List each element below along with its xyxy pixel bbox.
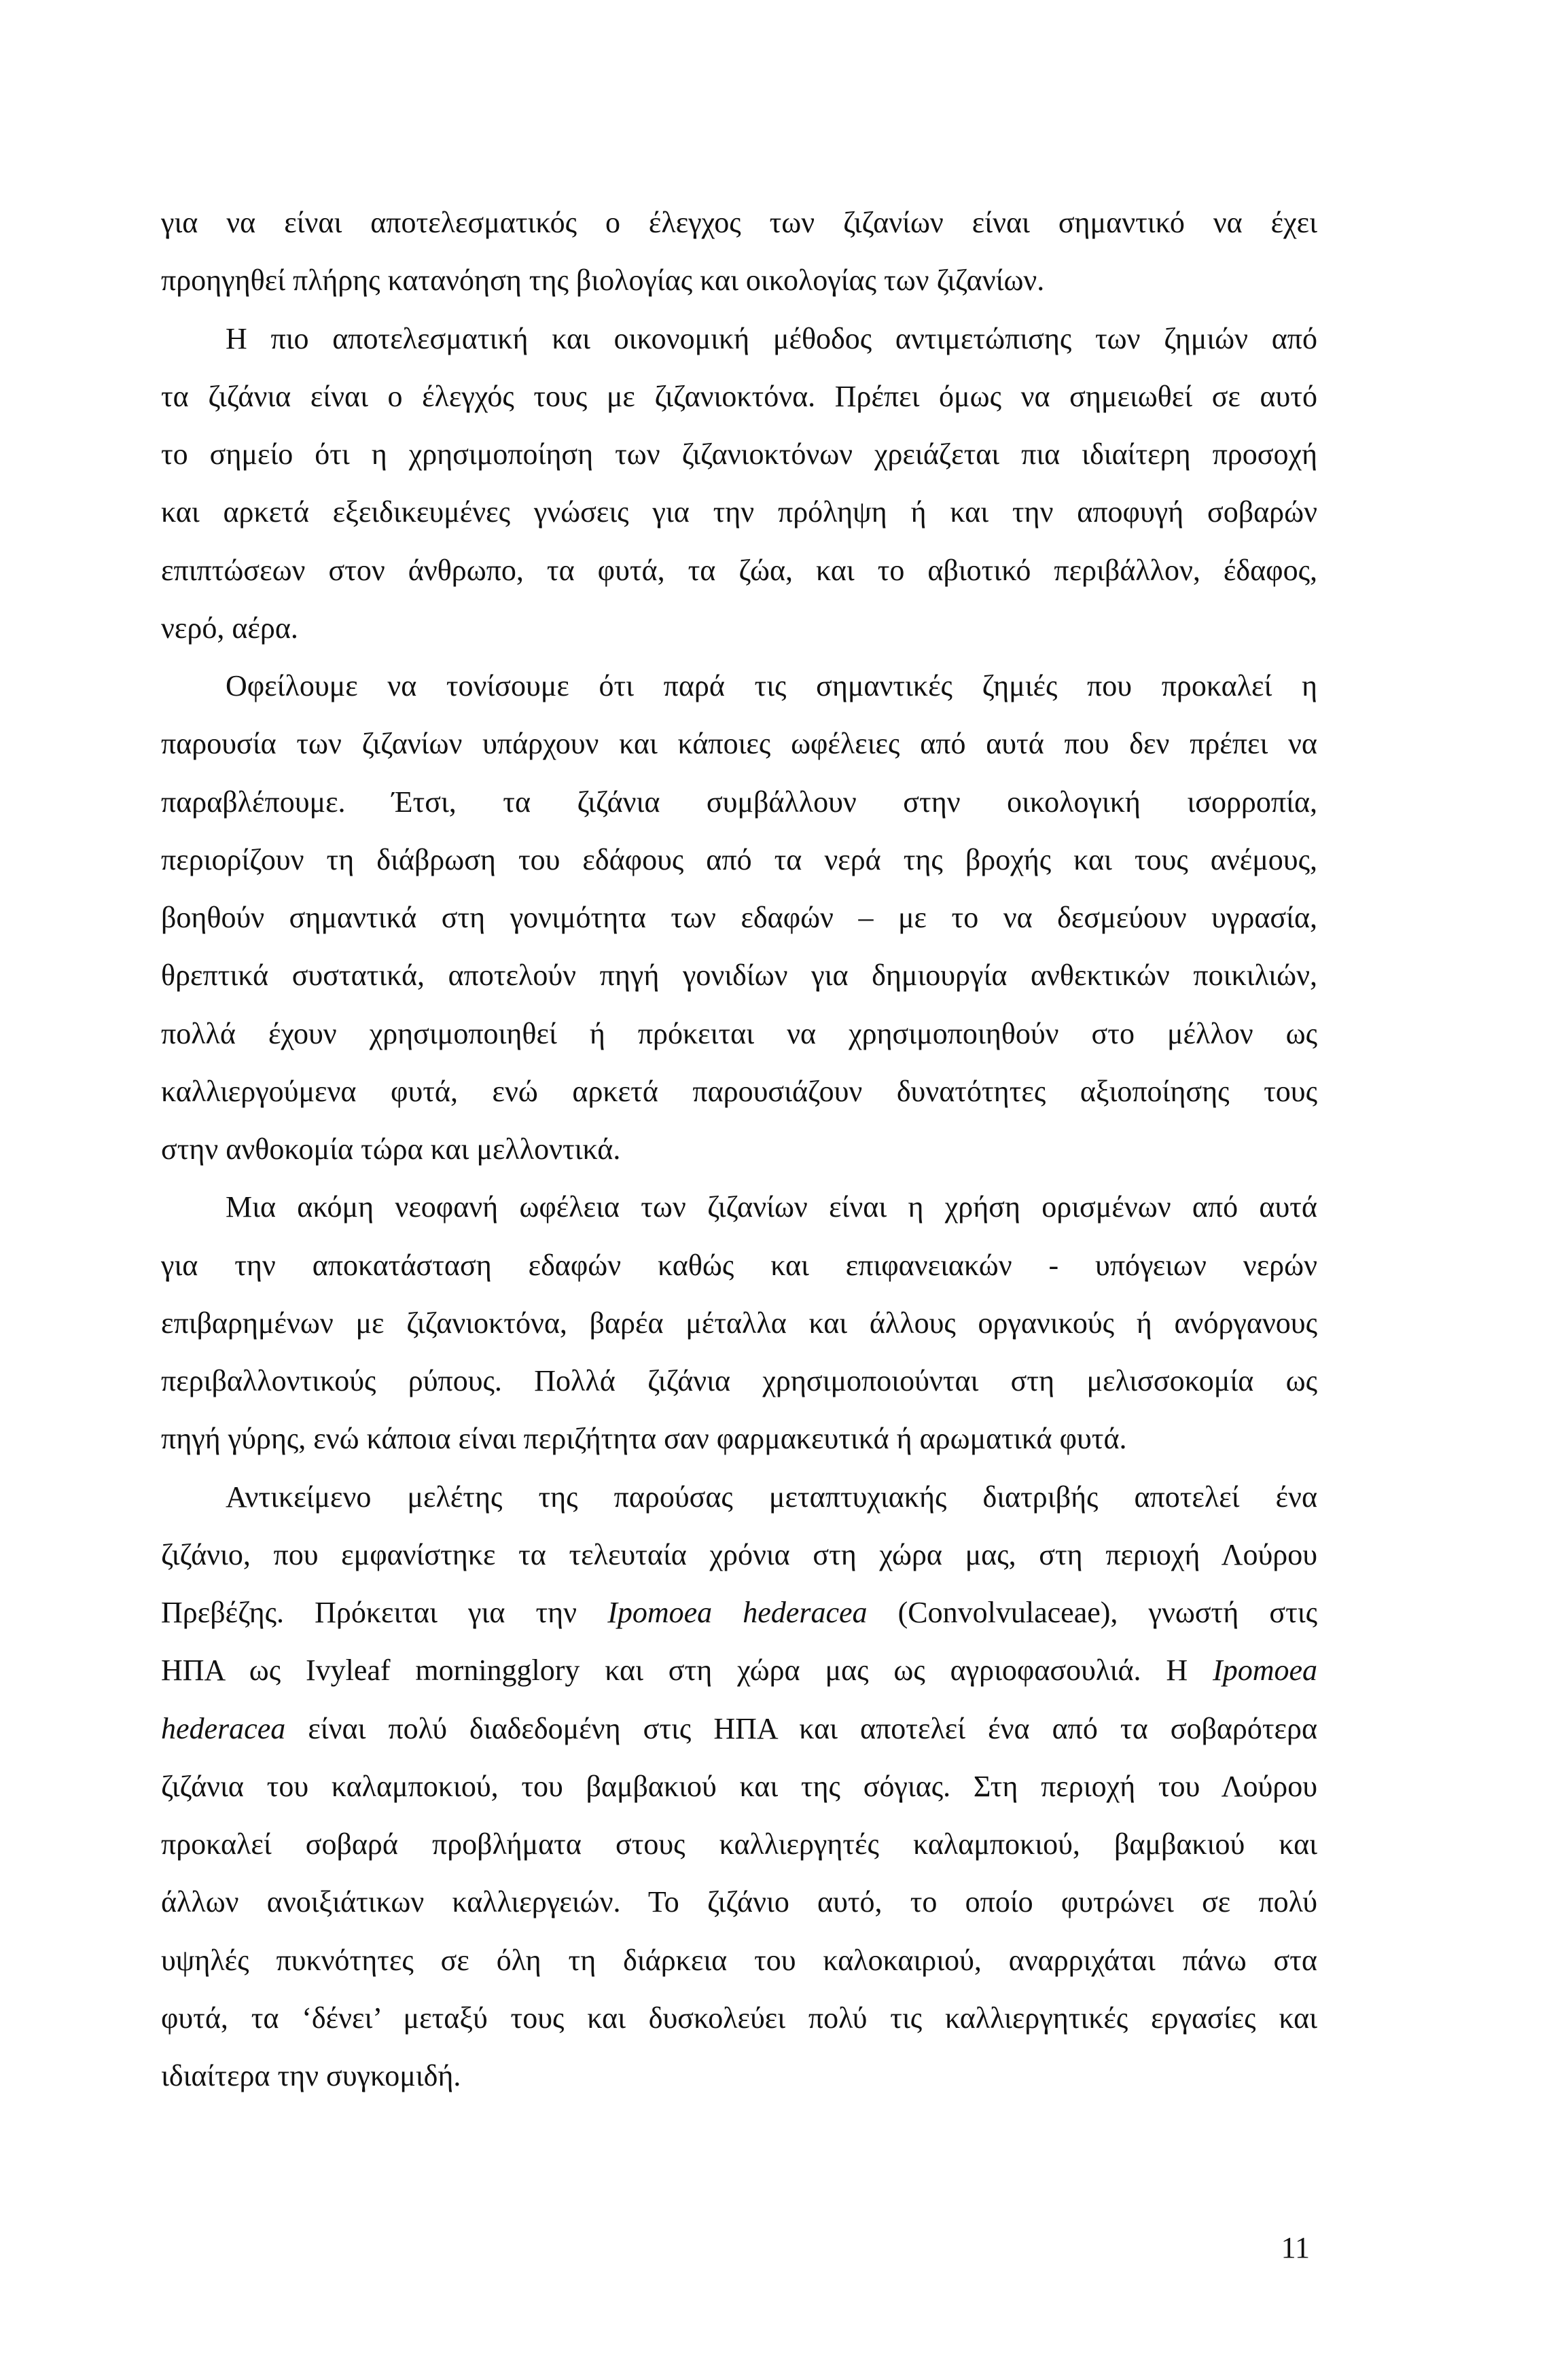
paragraph bbox=[161, 194, 1317, 310]
text-line: το σημείο ότι η χρησιμοποίηση των ζιζανιοκτόνων χρειάζεται πια ιδιαίτερη προσοχή bbox=[161, 438, 1317, 471]
text-line: επιπτώσεων στον άνθρωπο, τα φυτά, τα ζώα, και το αβιοτικό περιβάλλον, έδαφος, bbox=[161, 553, 1317, 587]
paragraph bbox=[161, 1468, 1317, 2105]
text-segment: (Convolvulaceae), γνωστή στις bbox=[897, 1596, 1318, 1629]
body-text bbox=[161, 194, 1317, 2105]
text-line: παραβλέπουμε. Έτσι, τα ζιζάνια συμβάλλουν στην οικολογική ισορροπία, bbox=[161, 785, 1317, 819]
text-line: υψηλές πυκνότητες σε όλη τη διάρκεια του καλοκαιριού, αναρριχάται πάνω στα bbox=[161, 1943, 1317, 1977]
page-number: 11 bbox=[1281, 2231, 1310, 2264]
text-line: ιδιαίτερα την συγκομιδή. bbox=[161, 2059, 461, 2092]
text-line bbox=[161, 1700, 1317, 1757]
text-line: Οφείλουμε να τονίσουμε ότι παρά τις σημαντικές ζημιές που προκαλεί η bbox=[226, 669, 1317, 702]
species-name: hederacea bbox=[161, 1711, 286, 1745]
text-line: καλλιεργούμενα φυτά, ενώ αρκετά παρουσιάζουν δυνατότητες αξιοποίησης τους bbox=[161, 1074, 1317, 1108]
text-line: στην ανθοκομία τώρα και μελλοντικά. bbox=[161, 1132, 621, 1166]
text-line: για την αποκατάσταση εδαφών καθώς και επιφανειακών - υπόγειων νερών bbox=[161, 1248, 1317, 1282]
text-line: και αρκετά εξειδικευμένες γνώσεις για την πρόληψη ή και την αποφυγή σοβαρών bbox=[161, 495, 1317, 529]
text-line: ζιζάνιο, που εμφανίστηκε τα τελευταία χρόνια στη χώρα μας, στη περιοχή Λούρου bbox=[161, 1537, 1317, 1571]
paragraph bbox=[161, 657, 1317, 1178]
text-line: επιβαρημένων με ζιζανιοκτόνα, βαρέα μέταλλα και άλλους οργανικούς ή ανόργανους bbox=[161, 1306, 1317, 1340]
paragraph bbox=[161, 310, 1317, 658]
text-line: προκαλεί σοβαρά προβλήματα στους καλλιεργητές καλαμποκιού, βαμβακιού και bbox=[161, 1827, 1317, 1861]
species-name: Ipomoea hederacea bbox=[607, 1596, 868, 1629]
text-line: Μια ακόμη νεοφανή ωφέλεια των ζιζανίων είναι η χρήση ορισμένων από αυτά bbox=[226, 1190, 1317, 1224]
text-line: φυτά, τα ‘δένει’ μεταξύ τους και δυσκολεύει πολύ τις καλλιεργητικές εργασίες και bbox=[161, 2001, 1317, 2035]
text-line: Η πιο αποτελεσματική και οικονομική μέθοδος αντιμετώπισης των ζημιών από bbox=[226, 321, 1317, 355]
text-line: άλλων ανοιξιάτικων καλλιεργειών. Το ζιζάνιο αυτό, το οποίο φυτρώνει σε πολύ bbox=[161, 1885, 1317, 1919]
text-line: περιβαλλοντικούς ρύπους. Πολλά ζιζάνια χρησιμοποιούνται στη μελισσοκομία ως bbox=[161, 1364, 1317, 1397]
text-line: ζιζάνια του καλαμποκιού, του βαμβακιού και της σόγιας. Στη περιοχή του Λούρου bbox=[161, 1769, 1317, 1803]
species-name: Ipomoea bbox=[1213, 1654, 1318, 1688]
text-segment: είναι πολύ διαδεδομένη στις ΗΠΑ και αποτελεί ένα από τα σοβαρότερα bbox=[308, 1711, 1318, 1745]
text-segment: ΗΠΑ ως Ivyleaf morningglory και στη χώρα μας ως αγριοφασουλιά. Η bbox=[161, 1654, 1188, 1688]
text-line bbox=[161, 1584, 1317, 1641]
text-line: πηγή γύρης, ενώ κάποια είναι περιζήτητα σαν φαρμακευτικά ή αρωματικά φυτά. bbox=[161, 1422, 1127, 1456]
text-line: προηγηθεί πλήρης κατανόηση της βιολογίας και οικολογίας των ζιζανίων. bbox=[161, 264, 1045, 298]
text-line: πολλά έχουν χρησιμοποιηθεί ή πρόκειται να χρησιμοποιηθούν στο μέλλον ως bbox=[161, 1016, 1317, 1050]
text-segment: Πρεβέζης. Πρόκειται για την bbox=[161, 1596, 577, 1629]
text-line: θρεπτικά συστατικά, αποτελούν πηγή γονιδίων για δημιουργία ανθεκτικών ποικιλιών, bbox=[161, 959, 1317, 993]
text-line: για να είναι αποτελεσματικός ο έλεγχος των ζιζανίων είναι σημαντικό να έχει bbox=[161, 206, 1317, 239]
text-line: τα ζιζάνια είναι ο έλεγχός τους με ζιζανιοκτόνα. Πρέπει όμως να σημειωθεί σε αυτό bbox=[161, 379, 1317, 413]
text-line: Αντικείμενο μελέτης της παρούσας μεταπτυχιακής διατριβής αποτελεί ένα bbox=[226, 1480, 1317, 1514]
paragraph bbox=[161, 1178, 1317, 1467]
text-line: περιορίζουν τη διάβρωση του εδάφους από τα νερά της βροχής και τους ανέμους, bbox=[161, 842, 1317, 876]
text-line: νερό, αέρα. bbox=[161, 611, 298, 645]
text-line: παρουσία των ζιζανίων υπάρχουν και κάποιες ωφέλειες από αυτά που δεν πρέπει να bbox=[161, 727, 1317, 761]
text-line: βοηθούν σημαντικά στη γονιμότητα των εδαφών – με το να δεσμεύουν υγρασία, bbox=[161, 901, 1317, 934]
text-line bbox=[161, 1641, 1317, 1699]
